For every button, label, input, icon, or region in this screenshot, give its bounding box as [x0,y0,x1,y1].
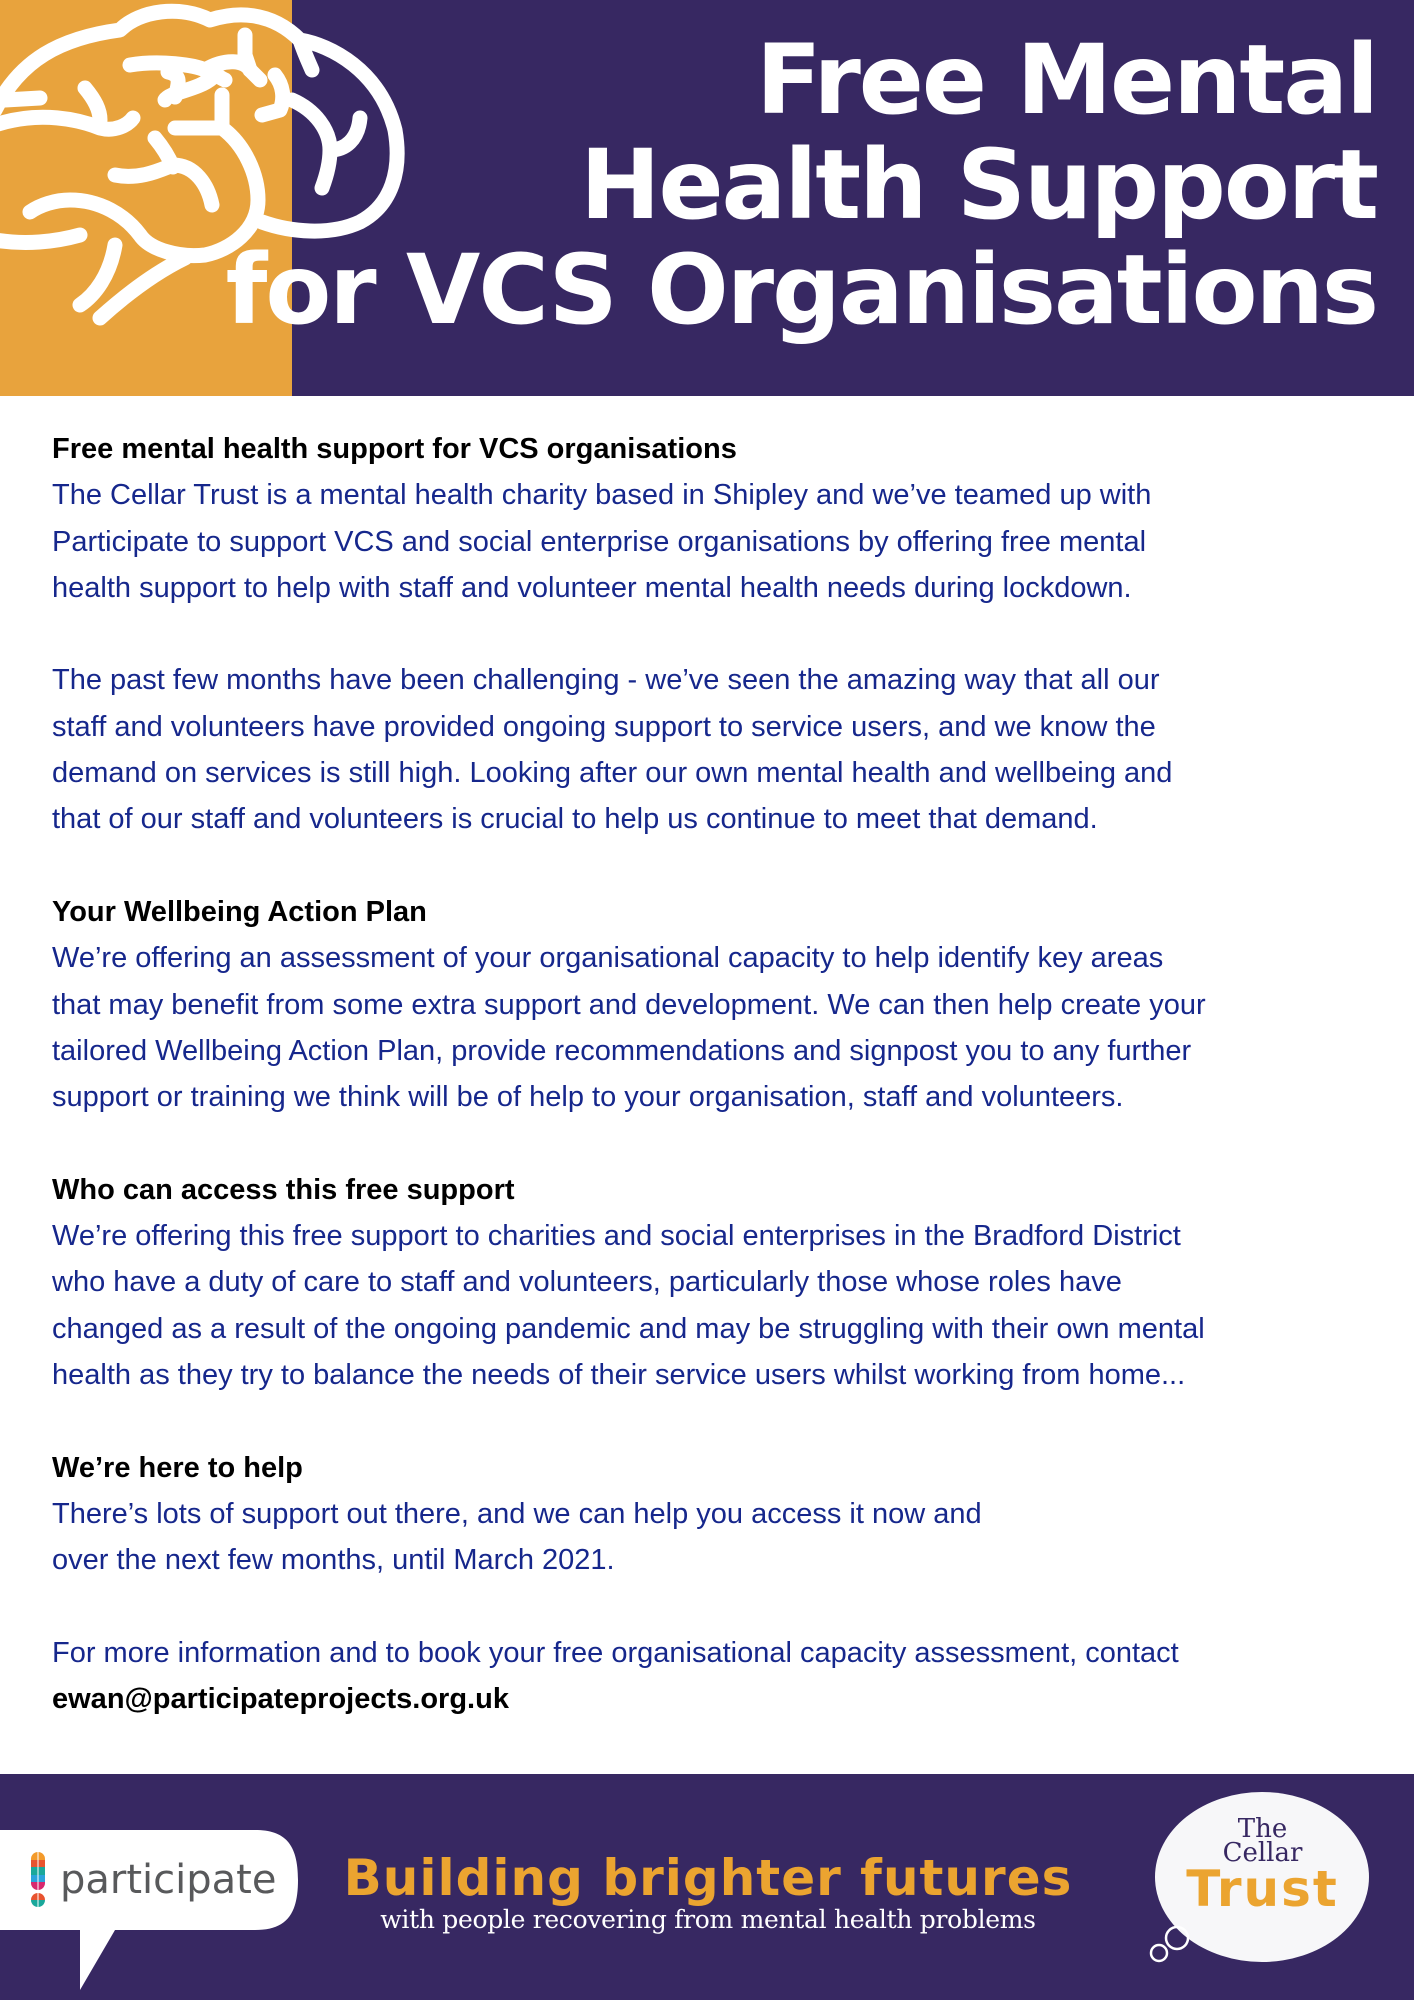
title-line: Free Mental [756,24,1377,136]
paragraph-line: The past few months have been challenging - we’ve seen the amazing way that all our [52,664,1160,697]
paragraph-line: staff and volunteers have provided ongoing support to service users, and we know the [52,710,1156,743]
tagline [330,1850,1086,1934]
paragraph-line: over the next few months, until March 2021. [52,1544,615,1577]
paragraph-gap [52,1398,1392,1444]
paragraph-line: We’re offering this free support to charities and social enterprises in the Bradford District [52,1220,1181,1253]
paragraph-line: health as they try to balance the needs of their service users whilst working from home... [52,1358,1186,1391]
paragraph-gap [52,611,1392,657]
paragraph-line: health support to help with staff and volunteer mental health needs during lockdown. [52,571,1132,604]
section-heading: Free mental health support for VCS organisations [52,433,737,465]
paragraph-line: support or training we think will be of help to your organisation, staff and volunteers. [52,1081,1124,1114]
section-heading: We’re here to help [52,1451,303,1484]
contact-email-link[interactable]: ewan@participateprojects.org.uk [52,1683,509,1716]
footer-banner [0,1774,1414,2000]
section-heading: Who can access this free support [52,1173,515,1206]
paragraph-line: tailored Wellbeing Action Plan, provide recommendations and signpost you to any further [52,1034,1192,1067]
exclamation-mark-icon [29,1852,49,1912]
paragraph-line: who have a duty of care to staff and volunteers, particularly those whose roles have [52,1266,1122,1299]
section-heading: Your Wellbeing Action Plan [52,895,427,928]
paragraph-line: Participate to support VCS and social enterprise organisations by offering free mental [52,525,1147,558]
paragraph-line: that may benefit from some extra support and development. We can then help create your [52,988,1206,1021]
paragraph-gap [52,1120,1392,1166]
tagline-sub: with people recovering from mental health problems [380,1905,1036,1934]
title-line: for VCS Organisations [225,234,1377,346]
cellar-trust-logo [1140,1774,1400,2000]
cellar-trust-the: The [1237,1814,1288,1844]
paragraph-gap [52,1583,1392,1629]
paragraph-line: that of our staff and volunteers is crucial to help us continue to meet that demand. [52,803,1098,836]
page-title [225,24,1377,346]
paragraph-line: changed as a result of the ongoing pandemic and may be struggling with their own mental [52,1312,1205,1345]
paragraph-line: There’s lots of support out there, and we can help you access it now and [52,1497,982,1530]
cellar-trust-cellar: Cellar [1222,1838,1303,1868]
participate-wordmark: participate [60,1857,277,1903]
cellar-trust-trust: Trust [1186,1860,1339,1918]
paragraph-line: For more information and to book your free organisational capacity assessment, contact [52,1636,1179,1669]
paragraph-gap [52,843,1392,889]
paragraph-line: We’re offering an assessment of your organisational capacity to help identify key areas [52,942,1164,975]
header-banner [0,0,1414,396]
tagline-main: Building brighter futures [343,1849,1073,1907]
title-line: Health Support [580,129,1377,241]
body-content [52,426,1392,1722]
paragraph-line: demand on services is still high. Looking after our own mental health and wellbeing and [52,757,1173,790]
participate-logo [0,1774,320,2000]
paragraph-line: The Cellar Trust is a mental health charity based in Shipley and we’ve teamed up with [52,479,1152,512]
